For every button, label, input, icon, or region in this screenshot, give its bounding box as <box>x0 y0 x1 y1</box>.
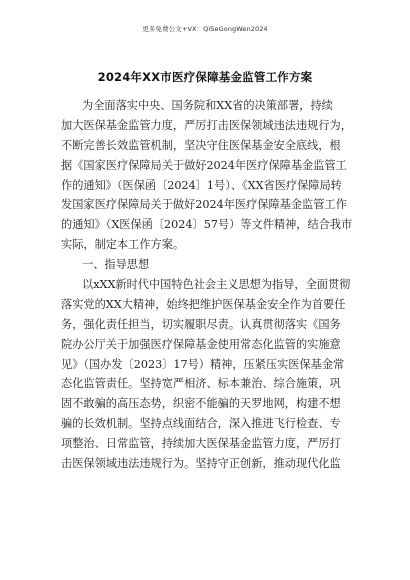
paragraph-line: 院办公厅关于加强医疗保障基金使用常态化监管的实施意 <box>61 337 341 351</box>
document-body <box>61 96 353 474</box>
header-note: 更多免费公文+VX：QiSeGongWen2024 <box>142 25 268 33</box>
paragraph-line: 据《国家医疗保障局关于做好2024年医疗保障基金监管工 <box>61 158 347 172</box>
paragraph-line: 击医保领域违法违规行为。坚持守正创新，推动现代化监 <box>61 457 341 471</box>
paragraph-line: 落实党的XX大精神，始终把维护医保基金安全作为首要任 <box>61 297 346 311</box>
paragraph-line: 实际，制定本工作方案。 <box>61 238 185 252</box>
paragraph-line: 务，强化责任担当，切实履职尽责。认真贯彻落实《国务 <box>61 317 341 331</box>
paragraph-line: 作的通知》（医保函〔2024〕1号）、《XX省医疗保障局转 <box>61 178 342 192</box>
paragraph-line: 发国家医疗保障局关于做好2024年医疗保障基金监管工作 <box>61 198 347 212</box>
paragraph-line: 骗的长效机制。坚持点线面结合，深入推进飞行检查、专 <box>61 417 341 431</box>
paragraph-line: 态化监管责任。坚持宽严相济、标本兼治、综合施策，巩 <box>61 377 341 391</box>
paragraph-line: 以xXX新时代中国特色社会主义思想为指导，全面贯彻 <box>82 278 351 292</box>
paragraph-line: 的通知》（X医保函〔2024〕57号）等文件精神，结合我市 <box>61 218 353 232</box>
paragraph-line: 见》（国办发〔2023〕17号）精神，压紧压实医保基金常 <box>61 357 345 371</box>
paragraph-line: 项整治、日常监管，持续加大医保基金监管力度，严厉打 <box>61 437 341 451</box>
section-heading: 一、指导思想 <box>82 258 150 272</box>
document-title: 2024年XX市医疗保障基金监管工作方案 <box>97 70 313 84</box>
paragraph-line: 为全面落实中央、国务院和XX省的决策部署，持续 <box>82 99 333 112</box>
paragraph-line: 固不敢骗的高压态势，织密不能骗的天罗地网，构建不想 <box>61 397 341 411</box>
paragraph-line: 加大医保基金监管力度，严厉打击医保领域违法违规行为， <box>61 118 352 132</box>
paragraph-line: 不断完善长效监管机制，坚决守住医保基金安全底线，根 <box>61 138 341 152</box>
